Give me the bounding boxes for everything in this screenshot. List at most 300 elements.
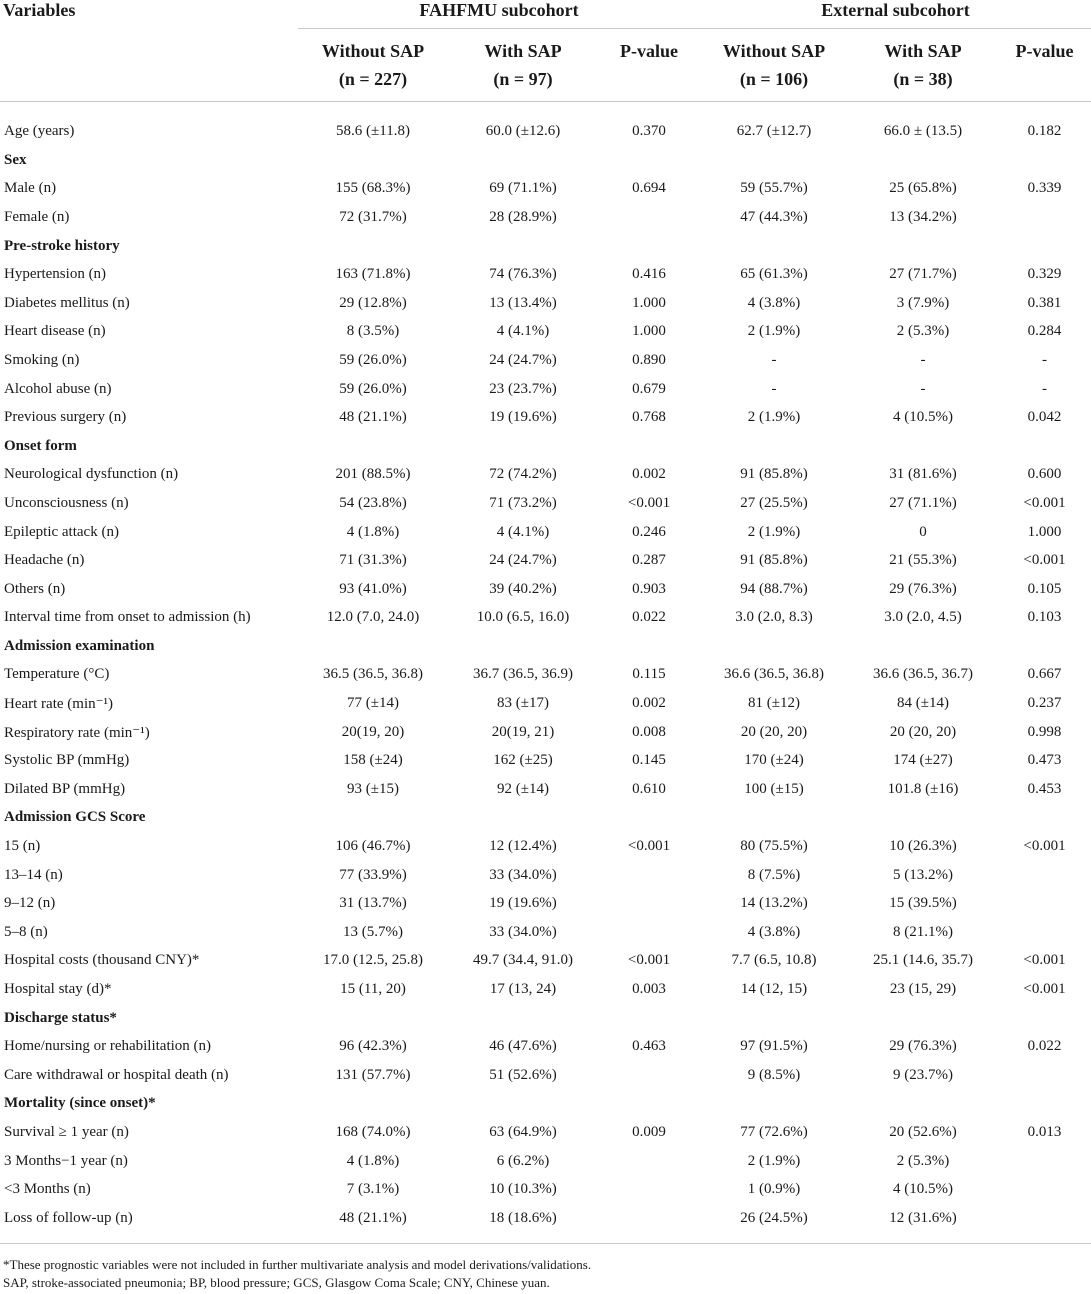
- value-cell: 23 (15, 29): [889, 981, 957, 998]
- value-cell: 23 (23.7%): [489, 380, 557, 397]
- value-cell: [448, 632, 598, 661]
- table-row: [0, 918, 1091, 947]
- value-cell: 101.8 (±16): [887, 780, 959, 797]
- value-cell: 4 (3.8%): [747, 294, 801, 311]
- value-cell: 66.0 ± (13.5): [883, 122, 963, 139]
- p-value-cell: 0.287: [632, 552, 666, 569]
- row-label: Age (years): [4, 122, 75, 139]
- p-value-cell: [998, 632, 1091, 661]
- value-cell: [448, 146, 598, 175]
- value-cell: 4 (4.1%): [496, 323, 550, 340]
- p-value-cell: <0.001: [1023, 952, 1066, 969]
- value-cell: [700, 632, 848, 661]
- row-label: Heart disease (n): [4, 323, 106, 340]
- value-cell: 29 (76.3%): [889, 1038, 957, 1055]
- value-cell: 20(19, 21): [491, 723, 555, 740]
- p-value-cell: 0.339: [1027, 180, 1062, 197]
- value-cell: -: [920, 351, 926, 368]
- value-cell: 163 (71.8%): [335, 266, 411, 283]
- p-value-cell: [598, 146, 700, 175]
- row-label: Headache (n): [4, 552, 85, 569]
- value-cell: 4 (3.8%): [747, 923, 801, 940]
- value-cell: 93 (41.0%): [339, 580, 407, 597]
- row-label: 13–14 (n): [4, 866, 63, 883]
- value-cell: 83 (±17): [497, 695, 549, 712]
- value-cell: 9 (23.7%): [893, 1066, 954, 1083]
- value-cell: 2 (5.3%): [896, 323, 950, 340]
- value-cell: [848, 632, 998, 661]
- value-cell: 24 (24.7%): [489, 351, 557, 368]
- value-cell: [298, 232, 448, 261]
- table-row: [0, 1061, 1091, 1090]
- value-cell: 100 (±15): [744, 780, 804, 797]
- row-label: Care withdrawal or hospital death (n): [4, 1066, 229, 1083]
- section-label: Onset form: [4, 437, 77, 454]
- p-value-cell: [598, 232, 700, 261]
- row-label: Systolic BP (mmHg): [4, 752, 130, 769]
- p-value-cell: <0.001: [627, 838, 671, 855]
- p-value-cell: 0.284: [1027, 323, 1062, 340]
- value-cell: 9 (8.5%): [747, 1066, 801, 1083]
- value-cell: 1 (0.9%): [747, 1181, 801, 1198]
- value-cell: [848, 146, 998, 175]
- value-cell: [448, 432, 598, 461]
- value-cell: 174 (±27): [893, 752, 953, 769]
- n-label: (n = 227): [338, 69, 408, 89]
- value-cell: 8 (3.5%): [346, 323, 400, 340]
- p-value-cell: <0.001: [1023, 552, 1066, 569]
- table-body: [0, 102, 1091, 1244]
- value-cell: [848, 232, 998, 261]
- value-cell: 15 (39.5%): [889, 895, 957, 912]
- n-label: (n = 97): [493, 69, 553, 89]
- value-cell: -: [771, 380, 777, 397]
- value-cell: [700, 232, 848, 261]
- value-cell: 4 (10.5%): [893, 409, 954, 426]
- value-cell: 6 (6.2%): [496, 1152, 550, 1169]
- table-row: [0, 203, 1091, 232]
- p-value-cell: 0.890: [632, 351, 666, 368]
- value-cell: 54 (23.8%): [339, 494, 407, 511]
- value-cell: 7 (3.1%): [346, 1181, 400, 1198]
- p-value-cell: 0.009: [632, 1123, 666, 1140]
- section-label: Mortality (since onset)*: [4, 1095, 156, 1112]
- value-cell: 36.5 (36.5, 36.8): [323, 666, 423, 683]
- value-cell: 10 (26.3%): [889, 838, 957, 855]
- value-cell: 92 (±14): [497, 780, 549, 797]
- p-value-cell: 0.103: [1027, 609, 1062, 626]
- footnote-abbreviations: SAP, stroke-associated pneumonia; BP, blood pressure; GCS, Glasgow Coma Scale; CNY, Chinese yuan.: [3, 1274, 550, 1290]
- table-row: [0, 775, 1091, 804]
- value-cell: 7.7 (6.5, 10.8): [731, 952, 817, 969]
- p-value-cell: 0.145: [632, 752, 666, 769]
- value-cell: 47 (44.3%): [740, 208, 808, 225]
- group1-header: FAHFMU subcohort: [298, 0, 700, 29]
- value-cell: [848, 804, 998, 833]
- value-cell: -: [920, 380, 926, 397]
- value-cell: 2 (1.9%): [747, 523, 801, 540]
- p-value-cell: 0.998: [1027, 723, 1062, 740]
- section-label: Admission GCS Score: [4, 809, 146, 826]
- value-cell: 29 (76.3%): [889, 580, 957, 597]
- value-cell: 12.0 (7.0, 24.0): [326, 609, 420, 626]
- value-cell: 25 (65.8%): [889, 180, 957, 197]
- value-cell: 36.7 (36.5, 36.9): [473, 666, 573, 683]
- p-value-cell: 0.105: [1027, 580, 1062, 597]
- p-value-cell: [998, 918, 1091, 947]
- value-cell: 170 (±24): [744, 752, 804, 769]
- value-cell: 51 (52.6%): [489, 1066, 557, 1083]
- row-label: 3 Months−1 year (n): [4, 1152, 128, 1169]
- value-cell: 84 (±14): [897, 695, 949, 712]
- value-cell: 20 (20, 20): [740, 723, 808, 740]
- p-value-cell: [598, 632, 700, 661]
- value-cell: -: [771, 351, 777, 368]
- value-cell: [700, 1004, 848, 1033]
- p-value-cell: [998, 889, 1091, 918]
- row-label: Smoking (n): [4, 351, 80, 368]
- p-value-cell: 0.667: [1027, 666, 1062, 683]
- value-cell: 4 (1.8%): [346, 1152, 400, 1169]
- value-cell: 14 (12, 15): [740, 981, 808, 998]
- value-cell: 65 (61.3%): [740, 266, 808, 283]
- section-row: [0, 432, 1091, 461]
- table-row: [0, 175, 1091, 204]
- table-row: [0, 661, 1091, 690]
- value-cell: 10.0 (6.5, 16.0): [476, 609, 570, 626]
- table-row: [0, 518, 1091, 547]
- value-cell: 63 (64.9%): [489, 1123, 557, 1140]
- value-cell: 69 (71.1%): [489, 180, 557, 197]
- p-value-cell: 0.416: [632, 266, 666, 283]
- value-cell: 27 (25.5%): [740, 494, 808, 511]
- p-value-cell: [598, 203, 700, 232]
- row-label: 9–12 (n): [4, 895, 56, 912]
- variables-header: Variables: [3, 0, 76, 20]
- value-cell: 77 (±14): [347, 695, 399, 712]
- p-value-cell: 0.768: [632, 409, 666, 426]
- value-cell: 28 (28.9%): [489, 208, 557, 225]
- value-cell: 33 (34.0%): [489, 923, 557, 940]
- p-value-cell: 1.000: [1027, 523, 1062, 540]
- p-value-cell: [998, 1147, 1091, 1176]
- section-label: Admission examination: [4, 637, 155, 654]
- row-label: Others (n): [4, 580, 66, 597]
- p-value-cell: [598, 804, 700, 833]
- value-cell: [298, 1090, 448, 1119]
- value-cell: 59 (26.0%): [339, 351, 407, 368]
- p-value-cell: 0.473: [1027, 752, 1062, 769]
- p-value-cell: [598, 918, 700, 947]
- col-header: Without SAP (n = 227): [298, 29, 448, 102]
- p-value-cell: <0.001: [627, 952, 671, 969]
- p-value-cell: -: [1042, 380, 1048, 397]
- table-row: [0, 102, 1091, 147]
- value-cell: 27 (71.7%): [889, 266, 957, 283]
- p-value-cell: 0.237: [1027, 695, 1062, 712]
- p-value-cell: 0.246: [632, 523, 666, 540]
- table-row: [0, 1118, 1091, 1147]
- value-cell: 0: [919, 523, 927, 540]
- row-label: Unconsciousness (n): [4, 494, 129, 511]
- row-label: Hospital costs (thousand CNY)*: [4, 952, 200, 969]
- p-value-cell: 0.463: [632, 1038, 666, 1055]
- value-cell: 96 (42.3%): [339, 1038, 407, 1055]
- value-cell: 4 (1.8%): [346, 523, 400, 540]
- section-row: [0, 1090, 1091, 1119]
- section-row: [0, 632, 1091, 661]
- row-label: Loss of follow-up (n): [0, 1204, 298, 1243]
- p-value-cell: 0.329: [1027, 266, 1062, 283]
- value-cell: 3.0 (2.0, 8.3): [735, 609, 813, 626]
- p-value-cell: 0.903: [632, 580, 666, 597]
- value-cell: 19 (19.6%): [489, 409, 557, 426]
- value-cell: 91 (85.8%): [740, 552, 808, 569]
- row-label: Temperature (°C): [4, 666, 110, 683]
- p-value-cell: 0.370: [632, 122, 666, 139]
- p-value-cell: [598, 1061, 700, 1090]
- value-cell: 36.6 (36.5, 36.7): [873, 666, 974, 683]
- group2-header: External subcohort: [700, 0, 1091, 29]
- value-cell: 20 (52.6%): [889, 1123, 957, 1140]
- table-row: [0, 375, 1091, 404]
- value-cell: 36.6 (36.5, 36.8): [724, 666, 825, 683]
- p-value-cell: -: [1042, 351, 1048, 368]
- p-value-cell: [598, 1004, 700, 1033]
- p-value-cell: [598, 432, 700, 461]
- row-label: Male (n): [4, 180, 57, 197]
- p-value-cell: [598, 889, 700, 918]
- value-cell: 17 (13, 24): [489, 981, 557, 998]
- p-value-cell: <0.001: [1023, 838, 1066, 855]
- p-value-cell: [598, 1090, 700, 1119]
- p-value-cell: 0.600: [1027, 466, 1062, 483]
- table-row: [0, 832, 1091, 861]
- table-row: [0, 575, 1091, 604]
- p-value-cell: 0.381: [1027, 294, 1062, 311]
- value-cell: 10 (10.3%): [489, 1181, 557, 1198]
- row-label: Female (n): [4, 208, 70, 225]
- value-cell: [298, 432, 448, 461]
- row-label: Alcohol abuse (n): [4, 380, 112, 397]
- value-cell: 91 (85.8%): [740, 466, 808, 483]
- col-header: With SAP (n = 97): [448, 29, 598, 102]
- p-value-cell: [598, 1147, 700, 1176]
- value-cell: 93 (±15): [347, 780, 399, 797]
- value-cell: 2 (1.9%): [747, 409, 801, 426]
- value-cell: 2 (5.3%): [896, 1152, 950, 1169]
- row-label: 5–8 (n): [4, 923, 48, 940]
- p-value-cell: 0.003: [632, 981, 666, 998]
- value-cell: 25.1 (14.6, 35.7): [873, 952, 974, 969]
- table-row: [0, 403, 1091, 432]
- p-value-cell: 1.000: [632, 323, 666, 340]
- p-value-cell: 0.022: [1027, 1038, 1062, 1055]
- row-label: Interval time from onset to admission (h): [4, 609, 251, 626]
- p-value-cell: [998, 804, 1091, 833]
- value-cell: 13 (13.4%): [489, 294, 557, 311]
- value-cell: 81 (±12): [748, 695, 800, 712]
- value-cell: 168 (74.0%): [335, 1123, 411, 1140]
- p-value-cell: [598, 1175, 700, 1204]
- p-value-cell: 0.002: [632, 695, 666, 712]
- value-cell: 58.6 (±11.8): [336, 122, 410, 139]
- p-value-cell: 0.115: [632, 666, 666, 683]
- value-cell: 8 (7.5%): [747, 866, 801, 883]
- p-value-cell: 0.453: [1027, 780, 1062, 797]
- value-cell: [848, 432, 998, 461]
- section-row: [0, 804, 1091, 833]
- table-row: [0, 318, 1091, 347]
- p-value-cell: [998, 1175, 1091, 1204]
- value-cell: 72 (74.2%): [489, 466, 557, 483]
- row-label: Hypertension (n): [4, 266, 107, 283]
- p-value-cell: 0.013: [1027, 1123, 1062, 1140]
- value-cell: 74 (76.3%): [489, 266, 557, 283]
- value-cell: [448, 232, 598, 261]
- value-cell: [448, 1090, 598, 1119]
- value-cell: 72 (31.7%): [339, 208, 407, 225]
- value-cell: 80 (75.5%): [740, 838, 808, 855]
- table-row: [0, 718, 1091, 747]
- table-row: [0, 975, 1091, 1004]
- value-cell: 77 (72.6%): [740, 1123, 808, 1140]
- section-row: [0, 1004, 1091, 1033]
- value-cell: 158 (±24): [343, 752, 403, 769]
- value-cell: 5 (13.2%): [893, 866, 954, 883]
- table-row: [0, 746, 1091, 775]
- p-value-cell: 0.002: [632, 466, 666, 483]
- p-value-cell: 0.042: [1027, 409, 1062, 426]
- value-cell: 31 (13.7%): [339, 895, 407, 912]
- value-cell: 48 (21.1%): [339, 409, 407, 426]
- col-header: P-value: [598, 29, 700, 102]
- n-label: (n = 106): [739, 69, 809, 89]
- section-row: [0, 146, 1091, 175]
- value-cell: 97 (91.5%): [740, 1038, 808, 1055]
- section-row: [0, 232, 1091, 261]
- table-row: [0, 260, 1091, 289]
- row-label: Hospital stay (d)*: [4, 981, 112, 998]
- value-cell: 59 (26.0%): [339, 380, 407, 397]
- table-row: [0, 689, 1091, 718]
- value-cell: 131 (57.7%): [335, 1066, 411, 1083]
- value-cell: 24 (24.7%): [489, 552, 557, 569]
- value-cell: 26 (24.5%): [700, 1204, 848, 1243]
- col-header: P-value: [998, 29, 1091, 102]
- value-cell: 71 (31.3%): [339, 552, 407, 569]
- row-label: Respiratory rate (min⁻¹): [4, 724, 150, 741]
- value-cell: 13 (34.2%): [889, 208, 957, 225]
- col-header: Without SAP (n = 106): [700, 29, 848, 102]
- p-value-cell: [598, 1204, 700, 1243]
- value-cell: 48 (21.1%): [298, 1204, 448, 1243]
- row-label: Diabetes mellitus (n): [4, 294, 130, 311]
- p-value-cell: <0.001: [1023, 981, 1066, 998]
- value-cell: [848, 1004, 998, 1033]
- row-label: Epileptic attack (n): [4, 523, 119, 540]
- p-value-cell: 0.022: [632, 609, 666, 626]
- value-cell: 14 (13.2%): [740, 895, 808, 912]
- value-cell: [298, 1004, 448, 1033]
- value-cell: [448, 804, 598, 833]
- value-cell: 19 (19.6%): [489, 895, 557, 912]
- value-cell: 2 (1.9%): [747, 323, 801, 340]
- value-cell: 71 (73.2%): [489, 494, 557, 511]
- value-cell: 94 (88.7%): [740, 580, 808, 597]
- p-value-cell: [998, 432, 1091, 461]
- value-cell: [700, 146, 848, 175]
- value-cell: 18 (18.6%): [448, 1204, 598, 1243]
- table-row: [0, 489, 1091, 518]
- table-row: [0, 546, 1091, 575]
- section-label: Pre-stroke history: [4, 237, 120, 254]
- p-value-cell: 0.694: [632, 180, 666, 197]
- value-cell: 3.0 (2.0, 4.5): [884, 609, 962, 626]
- value-cell: 39 (40.2%): [489, 580, 557, 597]
- value-cell: 17.0 (12.5, 25.8): [323, 952, 423, 969]
- p-value-cell: 0.679: [632, 380, 666, 397]
- row-label: Previous surgery (n): [4, 409, 127, 426]
- value-cell: [700, 432, 848, 461]
- section-label: Sex: [4, 151, 27, 168]
- value-cell: 49.7 (34.4, 91.0): [473, 952, 573, 969]
- p-value-cell: [998, 1004, 1091, 1033]
- value-cell: 12 (31.6%): [848, 1204, 998, 1243]
- p-value-cell: [998, 146, 1091, 175]
- table-row: [0, 1032, 1091, 1061]
- row-label: Survival ≥ 1 year (n): [4, 1123, 129, 1140]
- p-value-cell: 0.182: [1027, 122, 1062, 139]
- p-value-cell: [998, 1204, 1091, 1243]
- value-cell: 155 (68.3%): [335, 180, 411, 197]
- value-cell: [700, 1090, 848, 1119]
- table-row: [0, 289, 1091, 318]
- row-label: Home/nursing or rehabilitation (n): [4, 1038, 212, 1055]
- row-label: Neurological dysfunction (n): [4, 466, 179, 483]
- col-header: With SAP (n = 38): [848, 29, 998, 102]
- value-cell: 21 (55.3%): [889, 552, 957, 569]
- value-cell: 59 (55.7%): [740, 180, 808, 197]
- table-row: [0, 1204, 1091, 1243]
- footnotes: [0, 1256, 1091, 1292]
- section-label: Discharge status*: [4, 1009, 117, 1026]
- table-row: [0, 861, 1091, 890]
- p-value-cell: [998, 1061, 1091, 1090]
- p-value-cell: 0.008: [632, 723, 666, 740]
- value-cell: 4 (10.5%): [893, 1181, 954, 1198]
- value-cell: 201 (88.5%): [335, 466, 411, 483]
- value-cell: 4 (4.1%): [496, 523, 550, 540]
- p-value-cell: <0.001: [627, 494, 671, 511]
- value-cell: 77 (33.9%): [339, 866, 407, 883]
- value-cell: 162 (±25): [493, 752, 553, 769]
- row-label: Dilated BP (mmHg): [4, 780, 126, 797]
- value-cell: 60.0 (±12.6): [485, 122, 561, 139]
- value-cell: 62.7 (±12.7): [736, 122, 812, 139]
- row-label: Heart rate (min⁻¹): [4, 696, 114, 713]
- row-label: <3 Months (n): [4, 1181, 91, 1198]
- table-row: [0, 947, 1091, 976]
- p-value-cell: <0.001: [1023, 494, 1066, 511]
- value-cell: 33 (34.0%): [489, 866, 557, 883]
- value-cell: 27 (71.1%): [889, 494, 957, 511]
- value-cell: 20(19, 20): [341, 723, 405, 740]
- value-cell: [298, 804, 448, 833]
- value-cell: 2 (1.9%): [747, 1152, 801, 1169]
- value-cell: [298, 146, 448, 175]
- value-cell: 46 (47.6%): [489, 1038, 557, 1055]
